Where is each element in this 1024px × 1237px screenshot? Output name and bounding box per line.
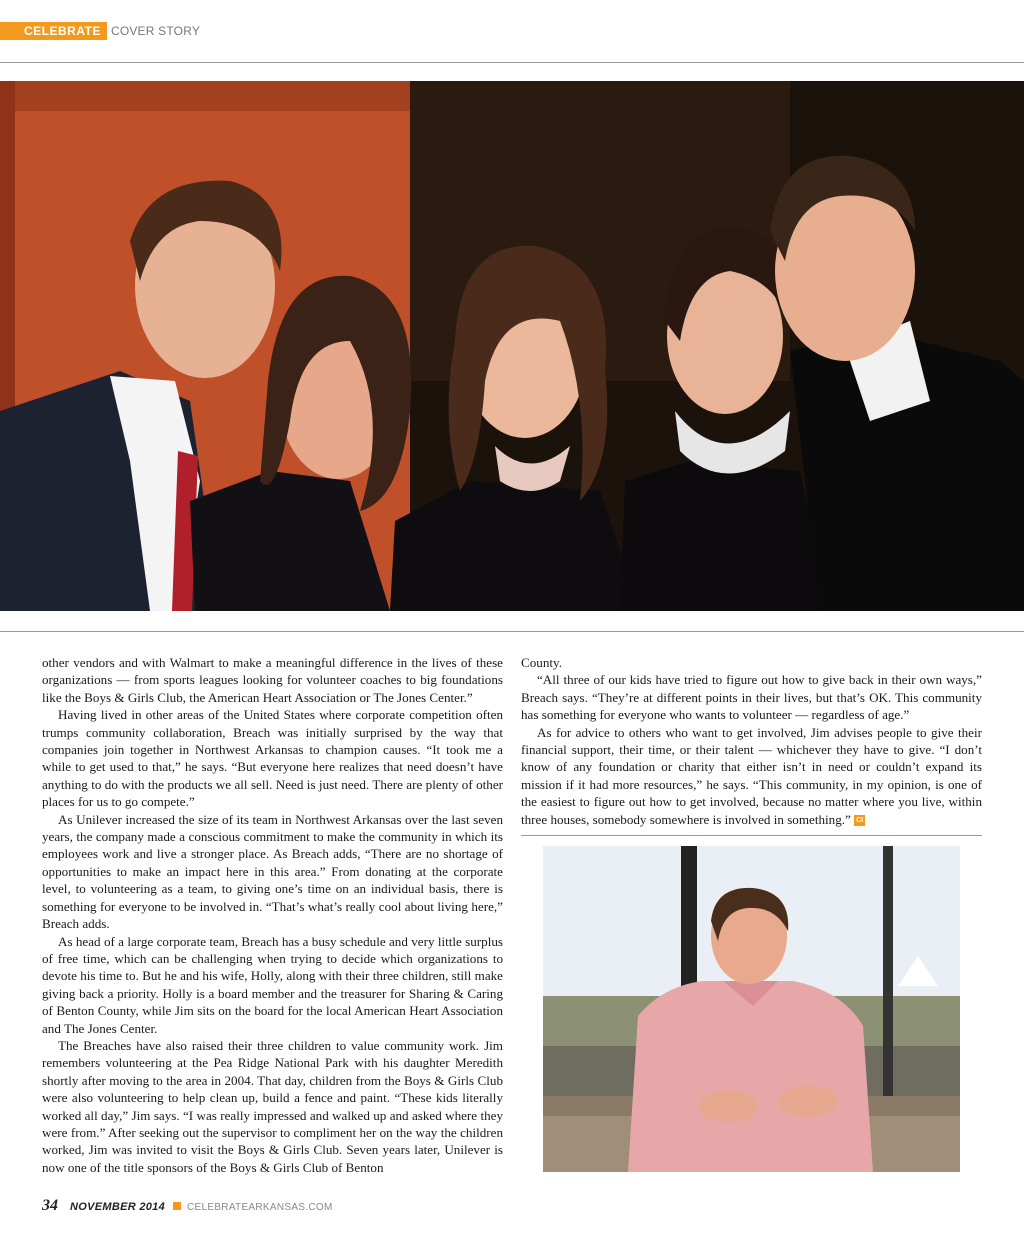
article-column-left: [42, 654, 503, 1176]
website-link[interactable]: CELEBRATEARKANSAS.COM: [187, 1202, 333, 1213]
issue-date: NOVEMBER 2014: [70, 1201, 165, 1213]
article-paragraph-text: As for advice to others who want to get involved, Jim advises people to give their financial support, their time, or their talent — whichever they have to give. “I don’t know of any foundation or charity that either isn’t in need or couldn’t expand its mission if it had more resources,” he says. “This community, in my opinion, is one of the easiest to figure out how to get involved, because no matter where you live, within three houses, somebody somewhere is involved in something.”: [521, 724, 982, 827]
page-footer: [42, 1197, 333, 1215]
article-paragraph: “All three of our kids have tried to figure out how to give back in their own ways,” Breach says. “They’re at different points in their lives, but that’s OK. This community has something for everyone who wants to volunteer — regardless of age.”: [521, 672, 982, 723]
page-number: 34: [42, 1197, 58, 1214]
end-mark-icon: CI: [856, 817, 864, 825]
article-paragraph: [521, 724, 982, 828]
family-photo: [0, 81, 1024, 611]
article-paragraph: As head of a large corporate team, Breach has a busy schedule and very little surplus of free time, which can be challenging when trying to decide which organizations to devote his time to. But he and his wife, Holly, along with their three children, still make giving back a priority. Holly is a board member and the treasurer for Sharing & Caring of Benton County, while Jim sits on the board for the local American Heart Association and The Jones Center.: [42, 933, 503, 1036]
photo-bottom-rule: [0, 631, 1024, 632]
family-photo-illustration: [0, 81, 1024, 611]
right-column-rule: [521, 835, 982, 836]
article-paragraph: The Breaches have also raised their three children to value community work. Jim remembers volunteering at the Pea Ridge National Park with his daughter Meredith shortly after moving to the area in 2004. That day, children from the Boys & Girls Club were also volunteering to help clean up, build a fence and paint. “These kids literally worked all day,” Jim says. “I was really impressed and walked up and asked where they were from.” After seeking out the supervisor to compliment her on the way the children worked, Jim was invited to visit the Boys & Girls Club. Seven years later, Unilever is now one of the title sponsors of the Boys & Girls Club of Benton: [42, 1037, 503, 1175]
article-column-right: [521, 654, 982, 828]
header-rule: [0, 62, 1024, 63]
section-tag: CELEBRATE: [0, 22, 107, 40]
article-paragraph: Having lived in other areas of the United States where corporate competition often trumps community collaboration, Breach was initially surprised by the way that companies join together in Northwest Arkansas to champion causes. “It took me a while to get used to that,” he says. “But everyone here realizes that need doesn’t have anything to do with the products we all sell. Need is just need. There are plenty of other places for us to go compete.”: [42, 707, 503, 810]
footer-dot-icon: [173, 1202, 181, 1210]
article-paragraph: As Unilever increased the size of its team in Northwest Arkansas over the last seven years, the company made a conscious commitment to make the community in which its employees work and live a stronger place. As Breach adds, “There are no shortage of opportunities to make an impact here in this area.” From donating at the corporate level, to volunteering as a team, to giving one’s time on an individual basis, there is something for everyone to be involved in. “That’s what’s really cool about living here,” Breach adds.: [42, 811, 503, 932]
article-paragraph: other vendors and with Walmart to make a meaningful difference in the lives of these organizations — from sports leagues looking for volunteer coaches to big foundations like the Boys & Girls Club, the American Heart Association or The Jones Center.”: [42, 655, 503, 705]
jim-breach-photo-illustration: [543, 846, 960, 1172]
article-paragraph: County.: [521, 655, 562, 670]
jim-breach-photo: [543, 846, 960, 1172]
section-subtitle: COVER STORY: [110, 24, 201, 38]
section-header: [0, 22, 200, 40]
